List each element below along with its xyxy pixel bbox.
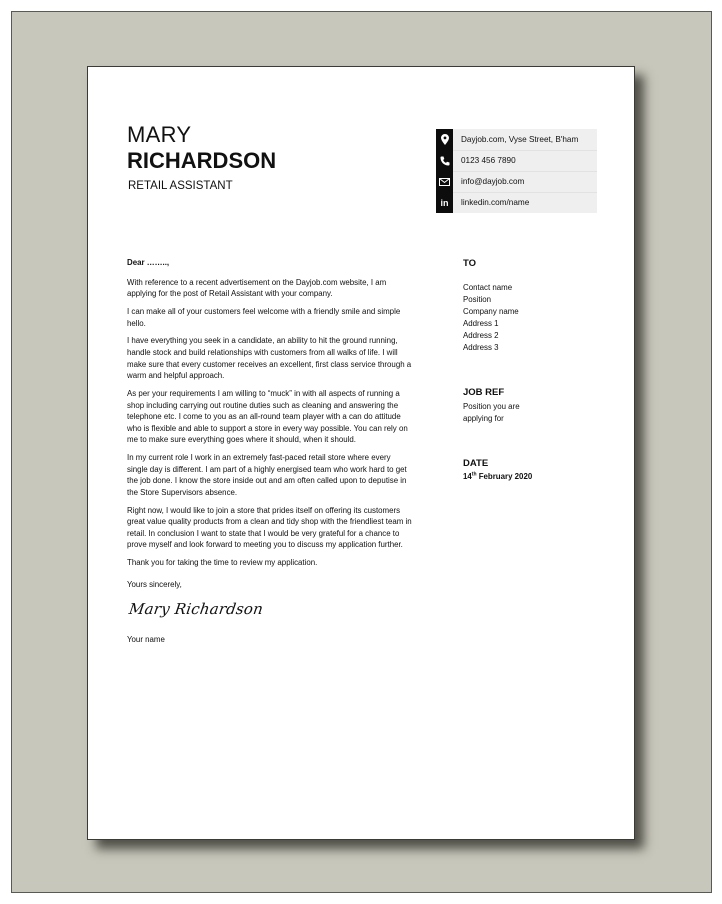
location-pin-icon bbox=[436, 129, 453, 150]
contact-linkedin bbox=[453, 192, 597, 213]
contact-address-text: Dayjob.com, Vyse Street, B'ham bbox=[461, 135, 579, 144]
signature: Mary Richardson bbox=[127, 600, 265, 619]
paragraph-4: As per your requirements I am willing to “muck” in with all aspects of running a shop including carrying out routine duties such as cleaning and answering the telephone etc. I come to you as an all-round team player with a can do attitude who is flexible and able to support a store in every way possible. You can rely on me to make sure everything goes where it should, when it should. bbox=[127, 388, 408, 445]
paragraph-7: Thank you for taking the time to review my application. bbox=[127, 558, 318, 568]
first-name: MARY bbox=[127, 122, 192, 147]
job-ref-block bbox=[463, 401, 603, 425]
contact-icon-strip bbox=[436, 129, 453, 213]
cover-letter-page bbox=[87, 66, 635, 840]
contact-box bbox=[436, 129, 597, 213]
date-value bbox=[463, 471, 603, 483]
contact-address bbox=[453, 129, 597, 151]
letter-body bbox=[127, 257, 412, 652]
last-name: RICHARDSON bbox=[127, 148, 277, 173]
contact-phone bbox=[453, 150, 597, 172]
company-name: Company name bbox=[463, 307, 519, 316]
job-ref-line-1: Position you are bbox=[463, 402, 520, 411]
paragraph-5: In my current role I work in an extremely fast-paced retail store where every single day is different. I am part of a highly energised team who work hard to get the job done. I know the store inside out and am often called upon to deputise in the Store Supervisors absence. bbox=[127, 453, 407, 497]
contact-linkedin-text: linkedin.com/name bbox=[461, 198, 530, 207]
greeting: Dear …….., bbox=[127, 258, 170, 267]
linkedin-icon: in bbox=[440, 197, 449, 208]
job-ref-line-2: applying for bbox=[463, 414, 504, 423]
date-suffix: th bbox=[471, 471, 477, 478]
to-heading: TO bbox=[463, 258, 477, 269]
contact-name: Contact name bbox=[463, 283, 513, 292]
contact-email-text: info@dayjob.com bbox=[461, 177, 525, 186]
recipient-sidebar bbox=[463, 257, 603, 483]
date-heading: DATE bbox=[463, 458, 489, 469]
date-month-year: February 2020 bbox=[476, 472, 533, 481]
date-day: 14 bbox=[463, 472, 472, 481]
address-1: Address 1 bbox=[463, 319, 499, 328]
paragraph-1: With reference to a recent advertisement on the Dayjob.com website, I am applying for the post of Retail Assistant with your company. bbox=[127, 277, 387, 299]
envelope-icon bbox=[436, 171, 453, 192]
contact-email bbox=[453, 171, 597, 193]
paragraph-6: Right now, I would like to join a store that prides itself on offering its customers great value quality products from a clean and tidy shop with the friendliest team in retail. In conclusion I want to state that I would be very grateful for a chance to prove myself and look forward to meeting you to discuss my application further. bbox=[127, 505, 412, 550]
your-name: Your name bbox=[127, 634, 165, 644]
to-address-block bbox=[463, 282, 603, 354]
phone-icon bbox=[436, 150, 453, 171]
closing: Yours sincerely, bbox=[127, 579, 182, 589]
address-3: Address 3 bbox=[463, 343, 499, 352]
paragraph-2: I can make all of your customers feel welcome with a friendly smile and simple hello. bbox=[127, 306, 401, 328]
position: Position bbox=[463, 295, 492, 304]
contact-phone-text: 0123 456 7890 bbox=[461, 156, 516, 165]
address-2: Address 2 bbox=[463, 331, 499, 340]
job-ref-heading: JOB REF bbox=[463, 387, 505, 398]
job-title: RETAIL ASSISTANT bbox=[128, 180, 233, 192]
paragraph-3: I have everything you seek in a candidate, an ability to hit the ground running, handle stock and build relationships with customers from all walks of life. I will make sure that every customer receives an excellent, first class service through a warm and helpful approach. bbox=[127, 336, 412, 381]
